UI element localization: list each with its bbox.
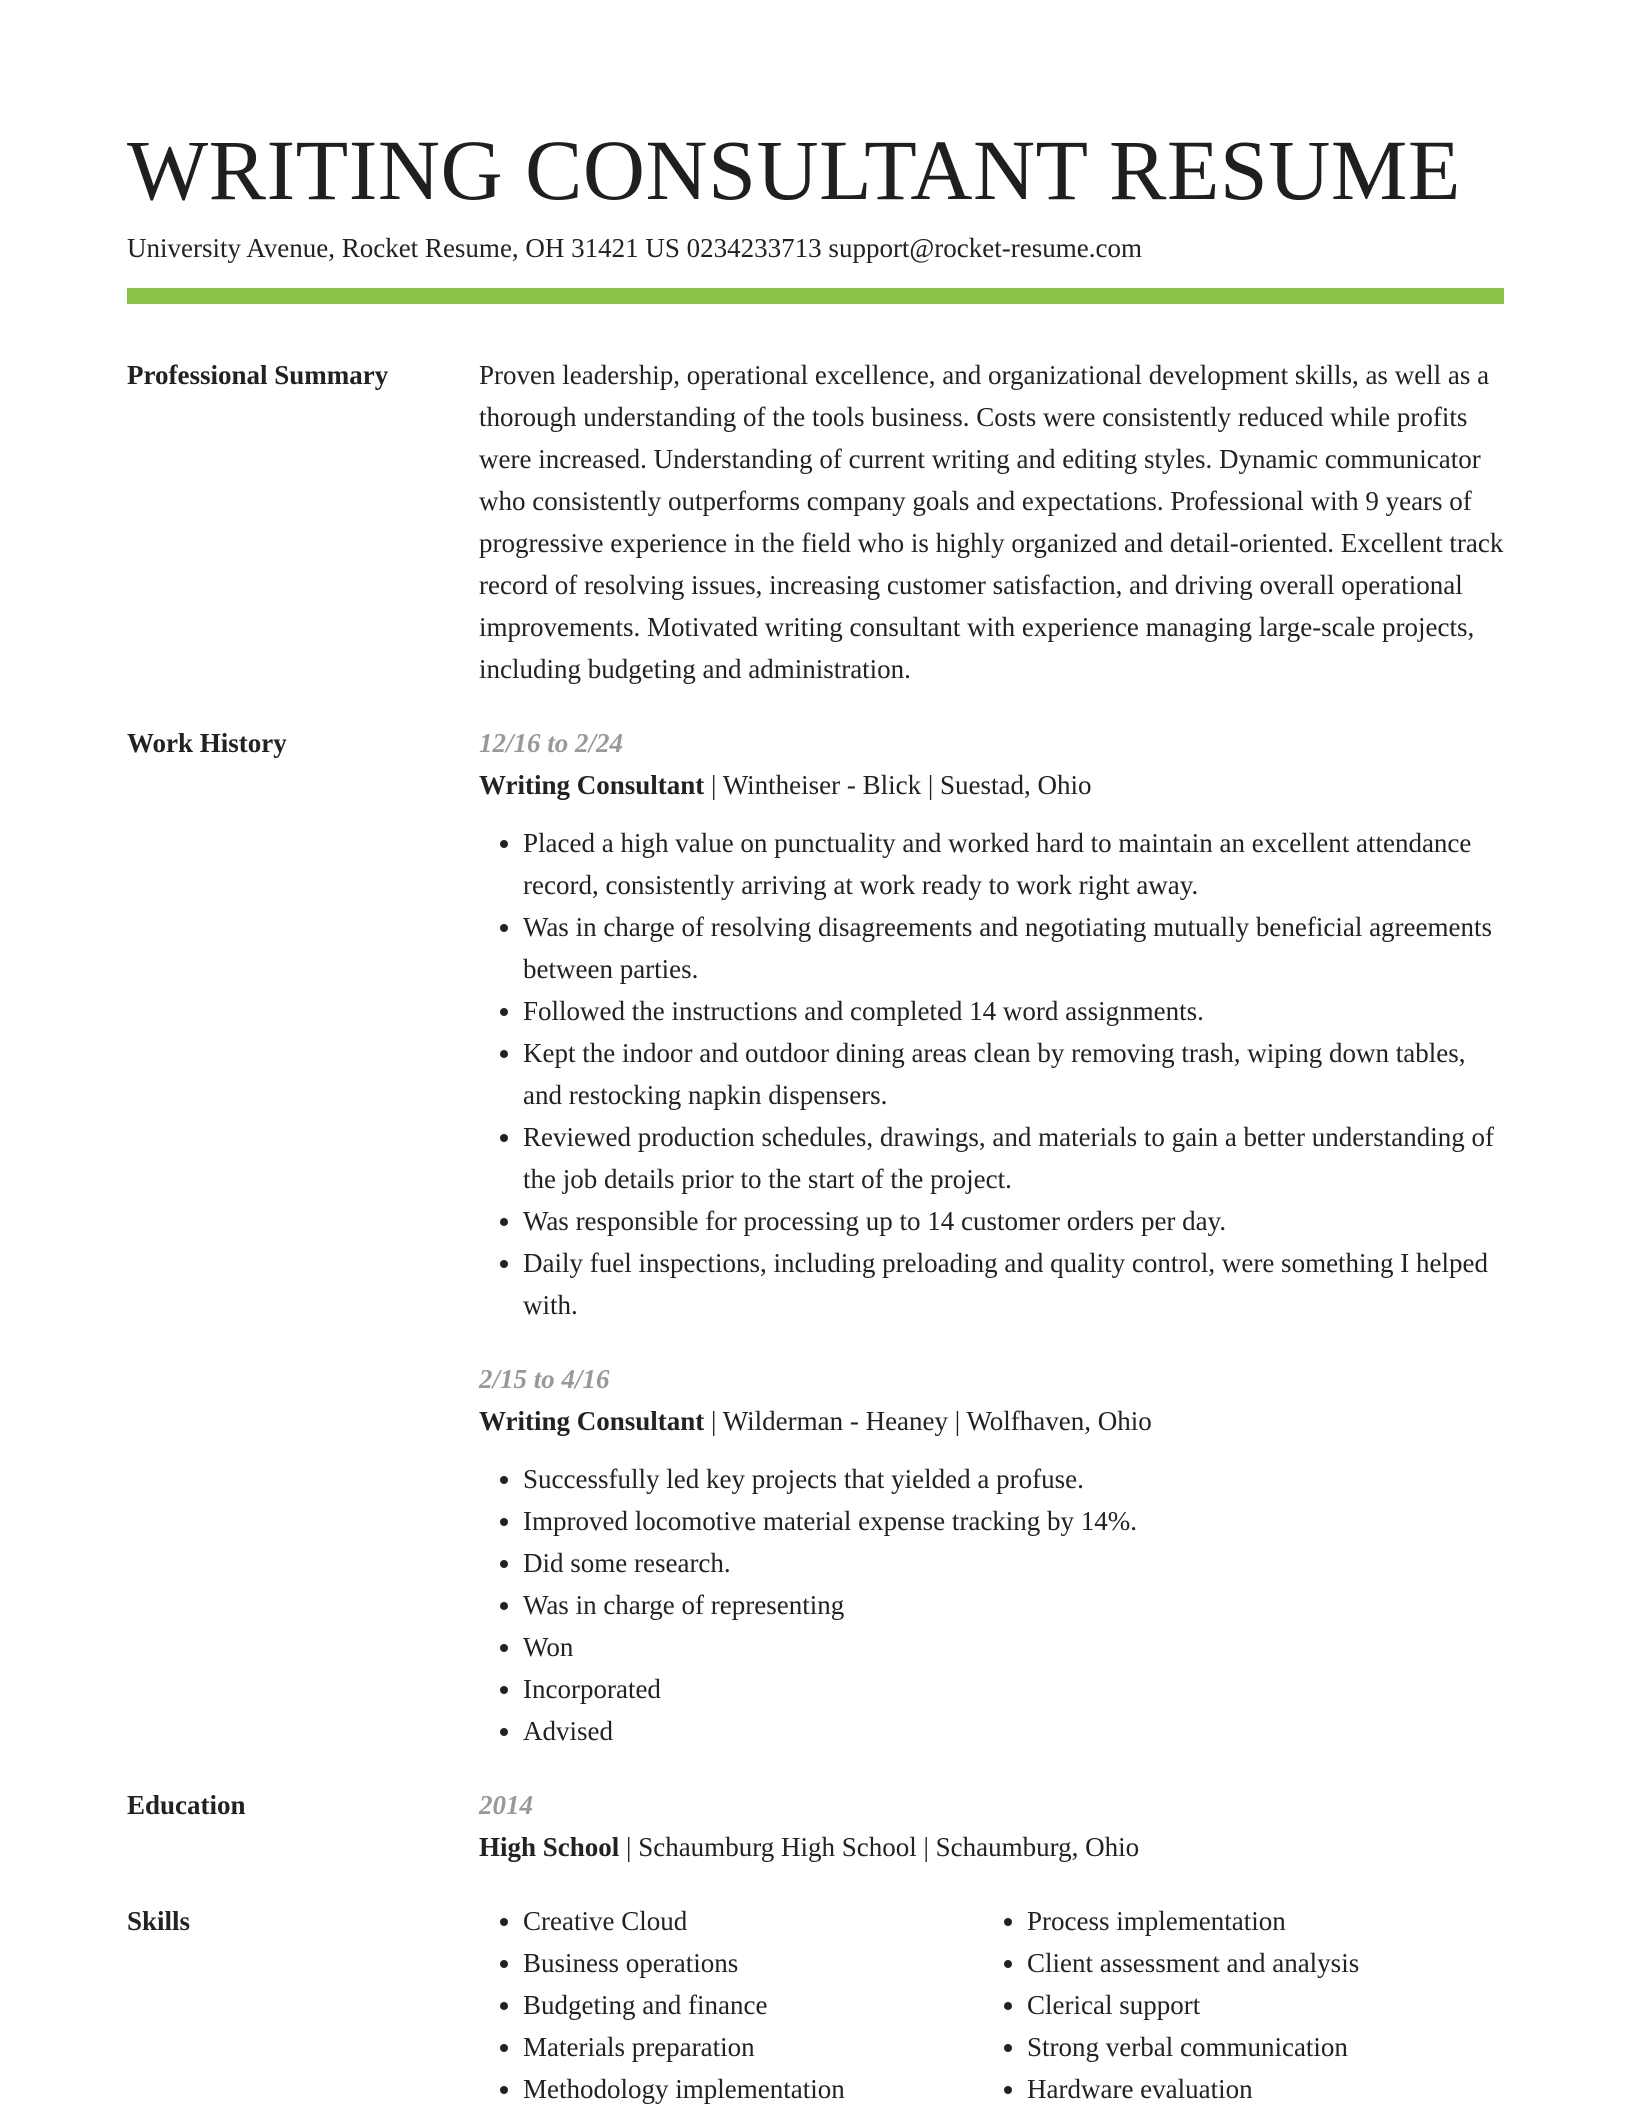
job-bullet: • Was in charge of representing [523, 1584, 1504, 1626]
job-bullet: • Successfully led key projects that yielded a profuse. [523, 1458, 1504, 1500]
job-bullet: • Was responsible for processing up to 14 customer orders per day. [523, 1200, 1504, 1242]
education-date: 2014 [479, 1790, 533, 1820]
job-employer-location: | Wintheiser - Blick | Suestad, Ohio [704, 770, 1092, 800]
resume-page [127, 120, 1504, 2110]
skills-body [479, 1900, 1504, 2110]
education-body [479, 1784, 1504, 1868]
education-title-line [479, 1826, 1504, 1868]
section-label-skills: Skills [127, 1906, 191, 1936]
skills-column-1 [479, 1900, 983, 2110]
education-degree: High School [479, 1832, 620, 1862]
education-section [127, 1784, 1504, 1868]
summary-text: Proven leadership, operational excellence, and organizational development skills, as well as a thorough understanding of the tools business. Costs were consistently reduced while profits were increased. Understanding of current writing and editing styles. Dynamic communicator who consistently outperforms company goals and expectations. Professional with 9 years of progressive experience in the field who is highly organized and detail-oriented. Excellent track record of resolving issues, increasing customer satisfaction, and driving overall operational improvements. Motivated writing consultant with experience managing large-scale projects, including budgeting and administration. [479, 360, 1504, 684]
skill-item: • Creative Cloud [523, 1900, 983, 1942]
job-bullets [479, 822, 1504, 1326]
job-dates: 2/15 to 4/16 [479, 1364, 610, 1394]
job-bullet: • Won [523, 1626, 1504, 1668]
job-title-line [479, 1400, 1504, 1442]
job-role: Writing Consultant [479, 1406, 705, 1436]
job-bullet: • Did some research. [523, 1542, 1504, 1584]
job-bullet: • Was in charge of resolving disagreements and negotiating mutually beneficial agreements between parties. [523, 906, 1504, 990]
job-employer-location: | Wilderman - Heaney | Wolfhaven, Ohio [704, 1406, 1152, 1436]
skill-item: • Hardware evaluation [1027, 2068, 1487, 2110]
skill-item: • Clerical support [1027, 1984, 1487, 2026]
job-bullet: • Advised [523, 1710, 1504, 1752]
skill-item: • Budgeting and finance [523, 1984, 983, 2026]
job-bullet: • Incorporated [523, 1668, 1504, 1710]
skill-item: • Business operations [523, 1942, 983, 1984]
education-school-location: | Schaumburg High School | Schaumburg, Ohio [619, 1832, 1140, 1862]
job-bullet: • Followed the instructions and completed 14 word assignments. [523, 990, 1504, 1032]
job-bullet: • Kept the indoor and outdoor dining areas clean by removing trash, wiping down tables, and restocking napkin dispensers. [523, 1032, 1504, 1116]
section-label-education: Education [127, 1790, 246, 1820]
job-dates: 12/16 to 2/24 [479, 728, 624, 758]
job-role: Writing Consultant [479, 770, 705, 800]
job-bullet: • Placed a high value on punctuality and worked hard to maintain an excellent attendance record, consistently arriving at work ready to work right away. [523, 822, 1504, 906]
skill-item: • Strong verbal communication [1027, 2026, 1487, 2068]
job-title-line [479, 764, 1504, 806]
section-label-work-history: Work History [127, 728, 287, 758]
skill-item: • Methodology implementation [523, 2068, 983, 2110]
skills-grid [479, 1900, 1504, 2110]
contact-line: University Avenue, Rocket Resume, OH 31421 US 0234233713 support@rocket-resume.com [127, 233, 1142, 263]
job-bullet: • Reviewed production schedules, drawings, and materials to gain a better understanding of the job details prior to the start of the project. [523, 1116, 1504, 1200]
job-entry [479, 1358, 1504, 1752]
skill-item: • Materials preparation [523, 2026, 983, 2068]
skill-item: • Process implementation [1027, 1900, 1487, 1942]
professional-summary-section [127, 354, 1504, 690]
skills-section [127, 1900, 1504, 2110]
job-bullet: • Daily fuel inspections, including preloading and quality control, were something I helped with. [523, 1242, 1504, 1326]
resume-title: WRITING CONSULTANT RESUME [127, 122, 1461, 218]
section-label-summary: Professional Summary [127, 360, 389, 390]
work-history-body [479, 722, 1504, 1752]
skill-item: • Client assessment and analysis [1027, 1942, 1487, 1984]
skills-column-2 [983, 1900, 1487, 2110]
job-bullets [479, 1458, 1504, 1752]
accent-divider [127, 288, 1504, 304]
job-bullet: • Improved locomotive material expense tracking by 14%. [523, 1500, 1504, 1542]
job-entry [479, 722, 1504, 1326]
work-history-section [127, 722, 1504, 1752]
